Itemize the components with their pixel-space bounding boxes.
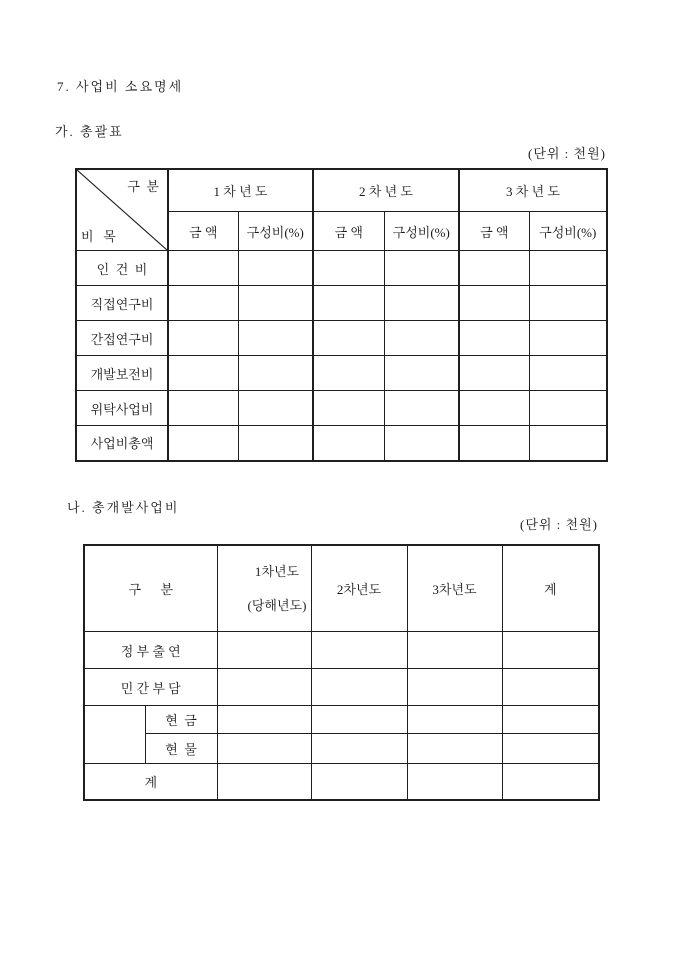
data-cell bbox=[459, 251, 529, 286]
row-label-cash: 현 금 bbox=[145, 706, 217, 734]
corner-header-cell bbox=[76, 169, 168, 251]
data-cell bbox=[502, 734, 599, 764]
data-cell bbox=[217, 734, 311, 764]
data-cell bbox=[217, 669, 311, 706]
data-cell bbox=[168, 391, 238, 426]
data-cell bbox=[529, 286, 607, 321]
data-cell bbox=[238, 356, 313, 391]
data-cell bbox=[459, 391, 529, 426]
data-cell bbox=[311, 632, 407, 669]
table-row bbox=[76, 426, 607, 461]
year1-ratio-header: 구성비(%) bbox=[238, 212, 313, 251]
data-cell bbox=[459, 426, 529, 461]
data-cell bbox=[384, 426, 459, 461]
data-cell bbox=[384, 251, 459, 286]
table-row bbox=[84, 669, 599, 706]
data-cell bbox=[238, 251, 313, 286]
year3-ratio-header: 구성비(%) bbox=[529, 212, 607, 251]
row-label-grand-total: 계 bbox=[84, 764, 217, 800]
table-row bbox=[84, 764, 599, 800]
data-cell bbox=[313, 426, 384, 461]
data-cell bbox=[217, 706, 311, 734]
category-header: 구 분 bbox=[84, 545, 217, 632]
table-row bbox=[76, 391, 607, 426]
data-cell bbox=[459, 286, 529, 321]
table-row bbox=[84, 734, 599, 764]
total-cost-table bbox=[83, 544, 600, 801]
data-cell bbox=[384, 286, 459, 321]
data-cell bbox=[168, 321, 238, 356]
table-row bbox=[76, 251, 607, 286]
corner-label-item: 비 목 bbox=[81, 229, 116, 244]
year1-amount-header: 금 액 bbox=[168, 212, 238, 251]
data-cell bbox=[384, 356, 459, 391]
data-cell bbox=[502, 764, 599, 800]
table-row bbox=[84, 706, 599, 734]
year1-header: 1 차 년 도 bbox=[168, 169, 313, 212]
data-cell bbox=[313, 356, 384, 391]
row-label-inkind: 현 물 bbox=[145, 734, 217, 764]
row-label-development-preservation: 개발보전비 bbox=[76, 356, 168, 391]
year2-amount-header: 금 액 bbox=[313, 212, 384, 251]
total-header: 계 bbox=[502, 545, 599, 632]
row-label-direct-research: 직접연구비 bbox=[76, 286, 168, 321]
data-cell bbox=[459, 356, 529, 391]
data-cell bbox=[313, 321, 384, 356]
data-cell bbox=[384, 391, 459, 426]
document-title: 7. 사업비 소요명세 bbox=[57, 79, 184, 94]
year1-header-line1: 1차년도 bbox=[254, 564, 300, 579]
year3-header: 3차년도 bbox=[407, 545, 502, 632]
row-label-indirect-research: 간접연구비 bbox=[76, 321, 168, 356]
data-cell bbox=[238, 321, 313, 356]
data-cell bbox=[238, 426, 313, 461]
data-cell bbox=[238, 286, 313, 321]
year1-header bbox=[217, 545, 311, 632]
unit-note-total: (단위 : 천원) bbox=[519, 517, 598, 532]
section-b-heading: 나. 총개발사업비 bbox=[67, 500, 180, 515]
data-cell bbox=[407, 669, 502, 706]
data-cell bbox=[502, 669, 599, 706]
data-cell bbox=[238, 391, 313, 426]
data-cell bbox=[311, 764, 407, 800]
data-cell bbox=[311, 669, 407, 706]
data-cell bbox=[313, 286, 384, 321]
data-cell bbox=[529, 391, 607, 426]
data-cell bbox=[407, 706, 502, 734]
table-row bbox=[84, 632, 599, 669]
data-cell bbox=[502, 706, 599, 734]
data-cell bbox=[168, 286, 238, 321]
year3-amount-header: 금 액 bbox=[459, 212, 529, 251]
data-cell bbox=[168, 251, 238, 286]
section-a-heading: 가. 총괄표 bbox=[55, 124, 124, 139]
data-cell bbox=[407, 632, 502, 669]
data-cell bbox=[529, 251, 607, 286]
data-cell bbox=[529, 356, 607, 391]
data-cell bbox=[217, 632, 311, 669]
data-cell bbox=[217, 764, 311, 800]
year1-header-line2: (당해년도) bbox=[247, 598, 307, 613]
table-row bbox=[76, 286, 607, 321]
data-cell bbox=[407, 764, 502, 800]
row-label-commissioned: 위탁사업비 bbox=[76, 391, 168, 426]
data-cell bbox=[407, 734, 502, 764]
year2-header: 2 차 년 도 bbox=[313, 169, 459, 212]
table-row bbox=[76, 356, 607, 391]
private-subgroup-cell bbox=[84, 706, 145, 764]
year3-header: 3 차 년 도 bbox=[459, 169, 607, 212]
summary-table bbox=[75, 168, 608, 462]
data-cell bbox=[168, 426, 238, 461]
data-cell bbox=[529, 321, 607, 356]
data-cell bbox=[311, 706, 407, 734]
data-cell bbox=[502, 632, 599, 669]
data-cell bbox=[311, 734, 407, 764]
table-row bbox=[76, 321, 607, 356]
data-cell bbox=[459, 321, 529, 356]
data-cell bbox=[384, 321, 459, 356]
data-cell bbox=[313, 251, 384, 286]
data-cell bbox=[529, 426, 607, 461]
year2-ratio-header: 구성비(%) bbox=[384, 212, 459, 251]
row-label-government: 정 부 출 연 bbox=[84, 632, 217, 669]
row-label-personnel: 인 건 비 bbox=[76, 251, 168, 286]
data-cell bbox=[313, 391, 384, 426]
corner-label-category: 구 분 bbox=[127, 179, 159, 194]
year2-header: 2차년도 bbox=[311, 545, 407, 632]
data-cell bbox=[168, 356, 238, 391]
unit-note-summary: (단위 : 천원) bbox=[527, 146, 606, 161]
row-label-total-cost: 사업비총액 bbox=[76, 426, 168, 461]
row-label-private: 민 간 부 담 bbox=[84, 669, 217, 706]
